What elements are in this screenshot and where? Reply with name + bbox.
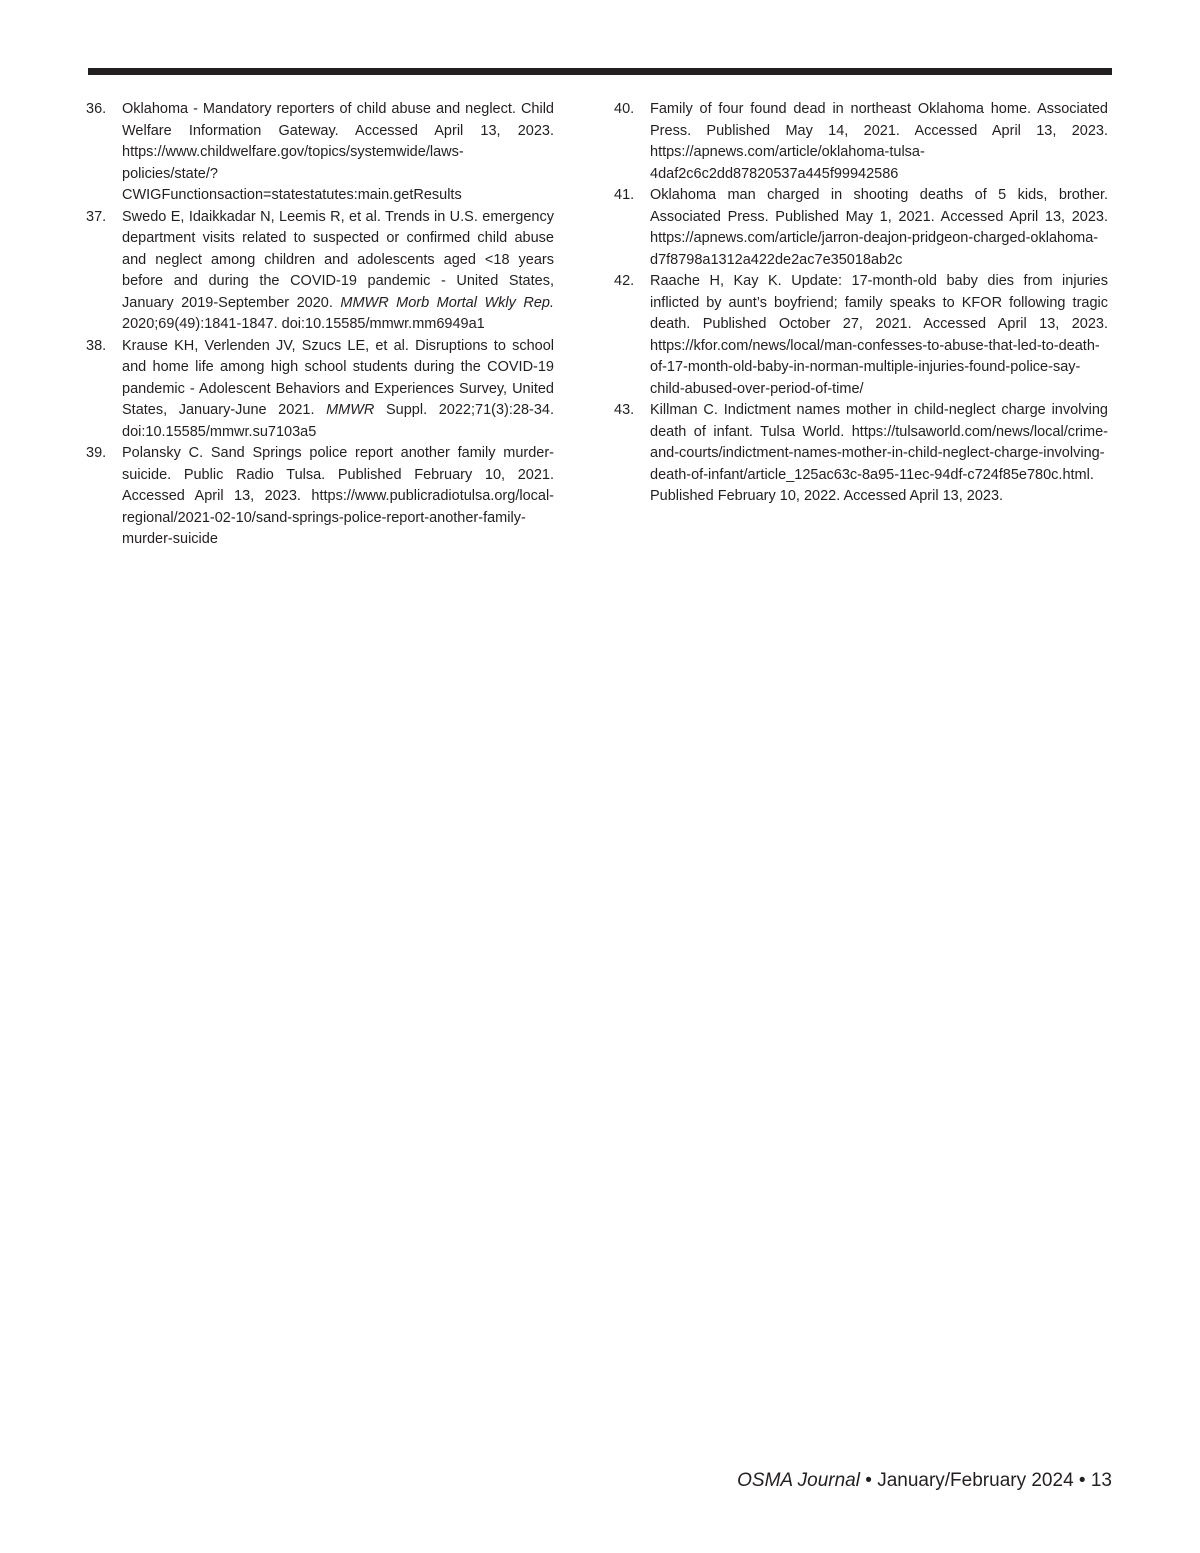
reference-text-segment: Krause KH, Verlenden JV, Szucs LE, et al. Disruptions to school and home life among high school students during the COVID-19 pandemic - Adolescent Behaviors and Experiences Survey, United States, January-June 2021. bbox=[122, 337, 554, 418]
reference-text bbox=[122, 336, 554, 444]
reference-text-segment: Swedo E, Idaikkadar N, Leemis R, et al. Trends in U.S. emergency department visits related to suspected or confirmed child abuse and neglect among children and adolescents aged <18 years before and during the COVID-19 pandemic - United States, January 2019-September 2020. bbox=[122, 208, 554, 311]
reference-item bbox=[86, 99, 554, 207]
reference-text-segment: Suppl. 2022;71(3):28-34. doi:10.15585/mmwr.su7103a5 bbox=[122, 402, 554, 440]
page-footer bbox=[737, 1468, 1112, 1494]
journal-name: OSMA Journal bbox=[737, 1470, 860, 1491]
reference-journal-title: MMWR bbox=[326, 402, 375, 418]
reference-text-segment: Raache H, Kay K. Update: 17-month-old baby dies from injuries inflicted by aunt’s boyfriend; family speaks to KFOR following tragic death. Published October 27, 2021. Accessed April 13, 2023. https://kfor.com/news/local/man-confesses-to-abuse-that-led-to-death-of-17-month-old-baby-in-norman-multiple-injuries-found-police-say-child-abused-over-period-of-time/ bbox=[650, 273, 1108, 397]
reference-text bbox=[122, 99, 554, 207]
reference-text bbox=[122, 207, 554, 336]
reference-number: 36. bbox=[86, 101, 107, 117]
top-rule bbox=[88, 68, 1112, 75]
reference-text-segment: Family of four found dead in northeast Oklahoma home. Associated Press. Published May 14, 2021. Accessed April 13, 2023. https://apnews.com/article/oklahoma-tulsa-4daf2c6c2dd87820537a445f99942586 bbox=[650, 101, 1108, 182]
reference-journal-title: MMWR Morb Mortal Wkly Rep. bbox=[340, 294, 554, 311]
reference-item bbox=[614, 271, 1108, 400]
reference-text bbox=[650, 99, 1108, 185]
footer-separator: • bbox=[1078, 1470, 1086, 1491]
reference-text bbox=[650, 271, 1108, 400]
reference-item bbox=[86, 207, 554, 336]
reference-item bbox=[614, 185, 1108, 271]
reference-item bbox=[86, 443, 554, 551]
page-number: 13 bbox=[1090, 1470, 1112, 1491]
reference-number: 42. bbox=[614, 273, 635, 289]
references-left-column bbox=[86, 99, 554, 551]
footer-separator: • bbox=[865, 1470, 872, 1491]
reference-text bbox=[650, 400, 1108, 508]
reference-item bbox=[86, 336, 554, 444]
reference-text-segment: Killman C. Indictment names mother in child-neglect charge involving death of infant. Tulsa World. https://tulsaworld.com/news/local/crime-and-courts/indictment-names-mother-in-child-neglect-charge-involving-death-of-infant/article_125ac63c-8a95-11ec-94df-c724f85e780c.html. Published February 10, 2022. Accessed April 13, 2023. bbox=[650, 402, 1108, 504]
reference-text bbox=[650, 185, 1108, 271]
reference-number: 39. bbox=[86, 445, 107, 461]
reference-text-segment: Oklahoma man charged in shooting deaths of 5 kids, brother. Associated Press. Published May 1, 2021. Accessed April 13, 2023. https://apnews.com/article/jarron-deajon-pridgeon-charged-oklahoma-d7f8798a1312a422de2ac7e35018ab2c bbox=[650, 187, 1108, 268]
reference-number: 38. bbox=[86, 337, 107, 354]
reference-number: 43. bbox=[614, 402, 635, 418]
reference-number: 40. bbox=[614, 101, 635, 117]
reference-text-segment: Oklahoma - Mandatory reporters of child abuse and neglect. Child Welfare Information Gateway. Accessed April 13, 2023. https://www.childwelfare.gov/topics/systemwide/laws-policies/state/?CWIGFunctionsaction=statestatutes:main.getResults bbox=[122, 101, 554, 203]
reference-number: 41. bbox=[614, 187, 635, 203]
reference-text-segment: Polansky C. Sand Springs police report another family murder-suicide. Public Radio Tulsa. Published February 10, 2021. Accessed April 13, 2023. https://www.publicradiotulsa.org/local-regional/2021-02-10/sand-springs-police-report-another-family-murder-suicide bbox=[122, 445, 554, 547]
reference-item bbox=[614, 400, 1108, 508]
reference-text-segment: 2020;69(49):1841-1847. doi:10.15585/mmwr.mm6949a1 bbox=[122, 316, 485, 332]
reference-text bbox=[122, 443, 554, 551]
references-right-column bbox=[614, 99, 1108, 508]
reference-number: 37. bbox=[86, 208, 107, 225]
issue-date: January/February 2024 bbox=[877, 1470, 1074, 1491]
reference-item bbox=[614, 99, 1108, 185]
